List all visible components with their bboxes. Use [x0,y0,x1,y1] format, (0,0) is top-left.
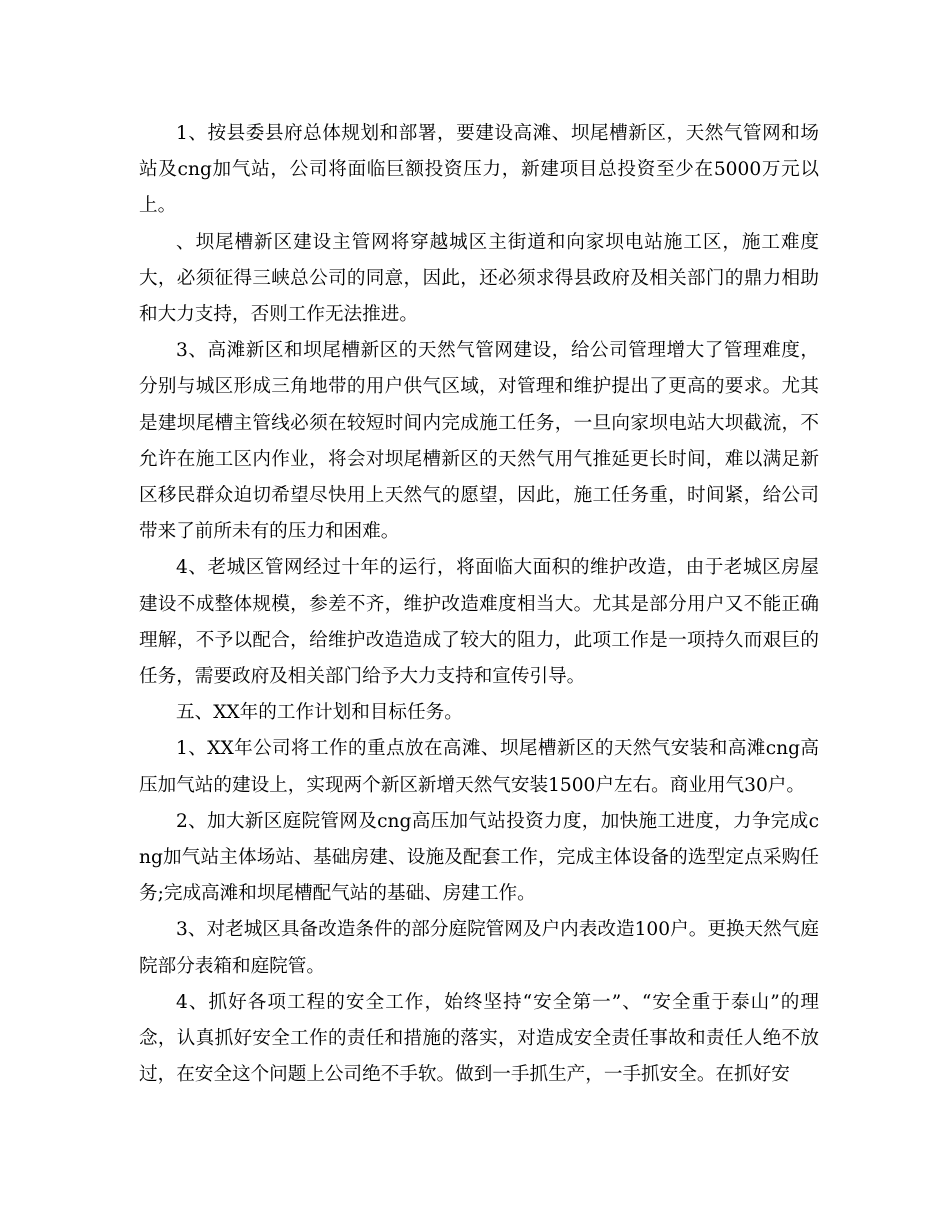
paragraph-9: 4、抓好各项工程的安全工作，始终坚持“安全第一”、“安全重于泰山”的理念，认真抓好安全工作的责任和措施的落实，对造成安全责任事故和责任人绝不放过，在安全这个问题上公司绝不手软。做到一手抓生产，一手抓安全。在抓好安 [139,991,819,1086]
section-heading-5: 五、XX年的工作计划和目标任务。 [176,702,463,724]
paragraph-4: 4、老城区管网经过十年的运行，将面临大面积的维护改造，由于老城区房屋建设不成整体规模，参差不齐，维护改造难度相当大。尤其是部分用户又不能正确理解，不予以配合，给维护改造造成了较大的阻力，此项工作是一项持久而艰巨的任务，需要政府及相关部门给予大力支持和宣传引导。 [139,557,819,688]
paragraph-8: 3、对老城区具备改造条件的部分庭院管网及户内表改造100户。更换天然气庭院部分表箱和庭院管。 [139,919,819,977]
paragraph-6: 1、XX年公司将工作的重点放在高滩、坝尾槽新区的天然气安装和高滩cng高压加气站的建设上，实现两个新区新增天然气安装1500户左右。商业用气30户。 [139,738,819,796]
document-body [139,116,819,1093]
paragraph-3: 3、高滩新区和坝尾槽新区的天然气管网建设，给公司管理增大了管理难度，分别与城区形成三角地带的用户供气区域，对管理和维护提出了更高的要求。尤其是建坝尾槽主管线必须在较短时间内完成施工任务，一旦向家坝电站大坝截流，不允许在施工区内作业，将会对坝尾槽新区的天然气用气推延更长时间，难以满足新区移民群众迫切希望尽快用上天然气的愿望，因此，施工任务重，时间紧，给公司带来了前所未有的压力和困难。 [139,340,819,543]
paragraph-1: 1、按县委县府总体规划和部署，要建设高滩、坝尾槽新区，天然气管网和场站及cng加气站，公司将面临巨额投资压力，新建项目总投资至少在5000万元以上。 [139,123,819,217]
paragraph-7: 2、加大新区庭院管网及cng高压加气站投资力度，加快施工进度，力争完成cng加气站主体场站、基础房建、设施及配套工作，完成主体设备的选型定点采购任务;完成高滩和坝尾槽配气站的基础、房建工作。 [139,810,819,905]
paragraph-2: 、坝尾槽新区建设主管网将穿越城区主街道和向家坝电站施工区，施工难度大，必须征得三峡总公司的同意，因此，还必须求得县政府及相关部门的鼎力相助和大力支持，否则工作无法推进。 [139,231,819,326]
